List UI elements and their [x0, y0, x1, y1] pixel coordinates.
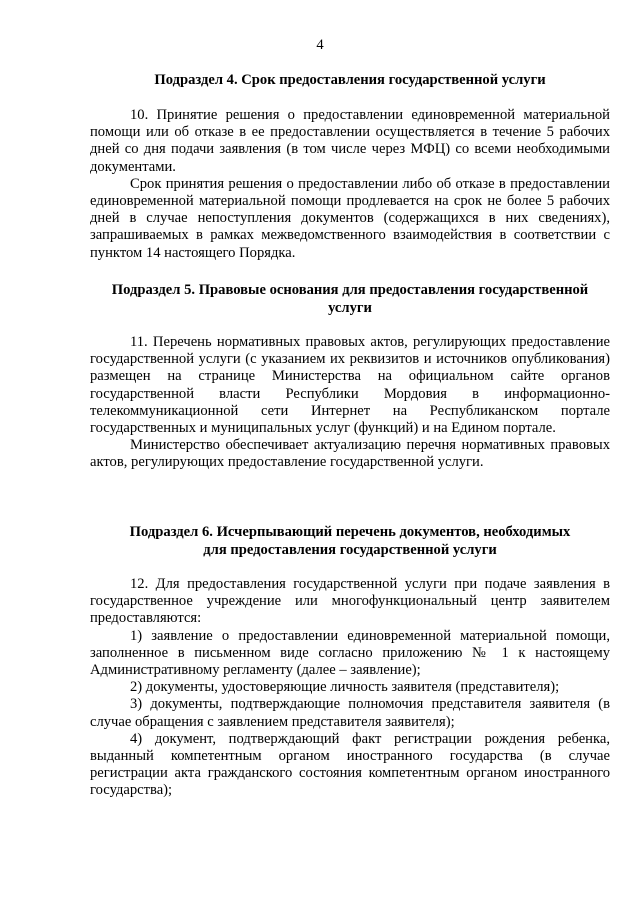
section-5-heading	[90, 282, 610, 317]
paragraph: Срок принятия решения о предоставлении либо об отказе в предоставлении единовременной материальной помощи продлевается на срок не более 5 рабочих дней в случае непоступления документов (содержащихся в них сведениях), запрашиваемых в рамках межведомственного взаимодействия в соответствии с пунктом 14 настоящего Порядка.	[90, 175, 610, 261]
section-4-body	[90, 107, 610, 262]
heading-line: Подраздел 4. Срок предоставления государственной услуги	[154, 72, 546, 88]
section-4-heading	[90, 72, 610, 90]
paragraph: 1) заявление о предоставлении единовременной материальной помощи, заполненное в письменном виде согласно приложению № 1 к настоящему Административному регламенту (далее – заявление);	[90, 627, 610, 679]
heading-line: Подраздел 5. Правовые основания для предоставления государственной	[111, 282, 589, 298]
page-number: 4	[316, 37, 324, 53]
heading-line: Подраздел 6. Исчерпывающий перечень документов, необходимых	[129, 524, 571, 540]
heading-line: услуги	[328, 299, 372, 316]
section-6-heading	[90, 524, 610, 559]
paragraph: 3) документы, подтверждающие полномочия представителя заявителя (в случае обращения с заявлением представителя заявителя);	[90, 696, 610, 730]
paragraph: 4) документ, подтверждающий факт регистрации рождения ребенка, выданный компетентным органом иностранного государства (в случае регистрации акта гражданского состояния компетентным органом иностранного государства);	[90, 730, 610, 799]
paragraph: 10. Принятие решения о предоставлении единовременной материальной помощи или об отказе в ее предоставлении осуществляется в течение 5 рабочих дней со дня подачи заявления (в том числе через МФЦ) со всеми необходимыми документами.	[90, 107, 610, 175]
paragraph: Министерство обеспечивает актуализацию перечня нормативных правовых актов, регулирующих предоставление государственной услуги.	[90, 437, 610, 471]
paragraph: 12. Для предоставления государственной услуги при подаче заявления в государственное учреждение или многофункциональный центр заявителем предоставляются:	[90, 576, 610, 627]
paragraph: 2) документы, удостоверяющие личность заявителя (представителя);	[130, 679, 560, 696]
section-6-body	[90, 576, 610, 800]
paragraph: 11. Перечень нормативных правовых актов, регулирующих предоставление государственной услуги (с указанием их реквизитов и источников опубликования) размещен на странице Министерства на официальном сайте органов государственной власти Республики Мордовия в информационно-телекоммуникационной сети Интернет на Республиканском портале государственных и муниципальных услуг (функций) и на Едином портале.	[90, 334, 610, 437]
heading-line: для предоставления государственной услуги	[203, 541, 497, 558]
section-5-body	[90, 334, 610, 472]
